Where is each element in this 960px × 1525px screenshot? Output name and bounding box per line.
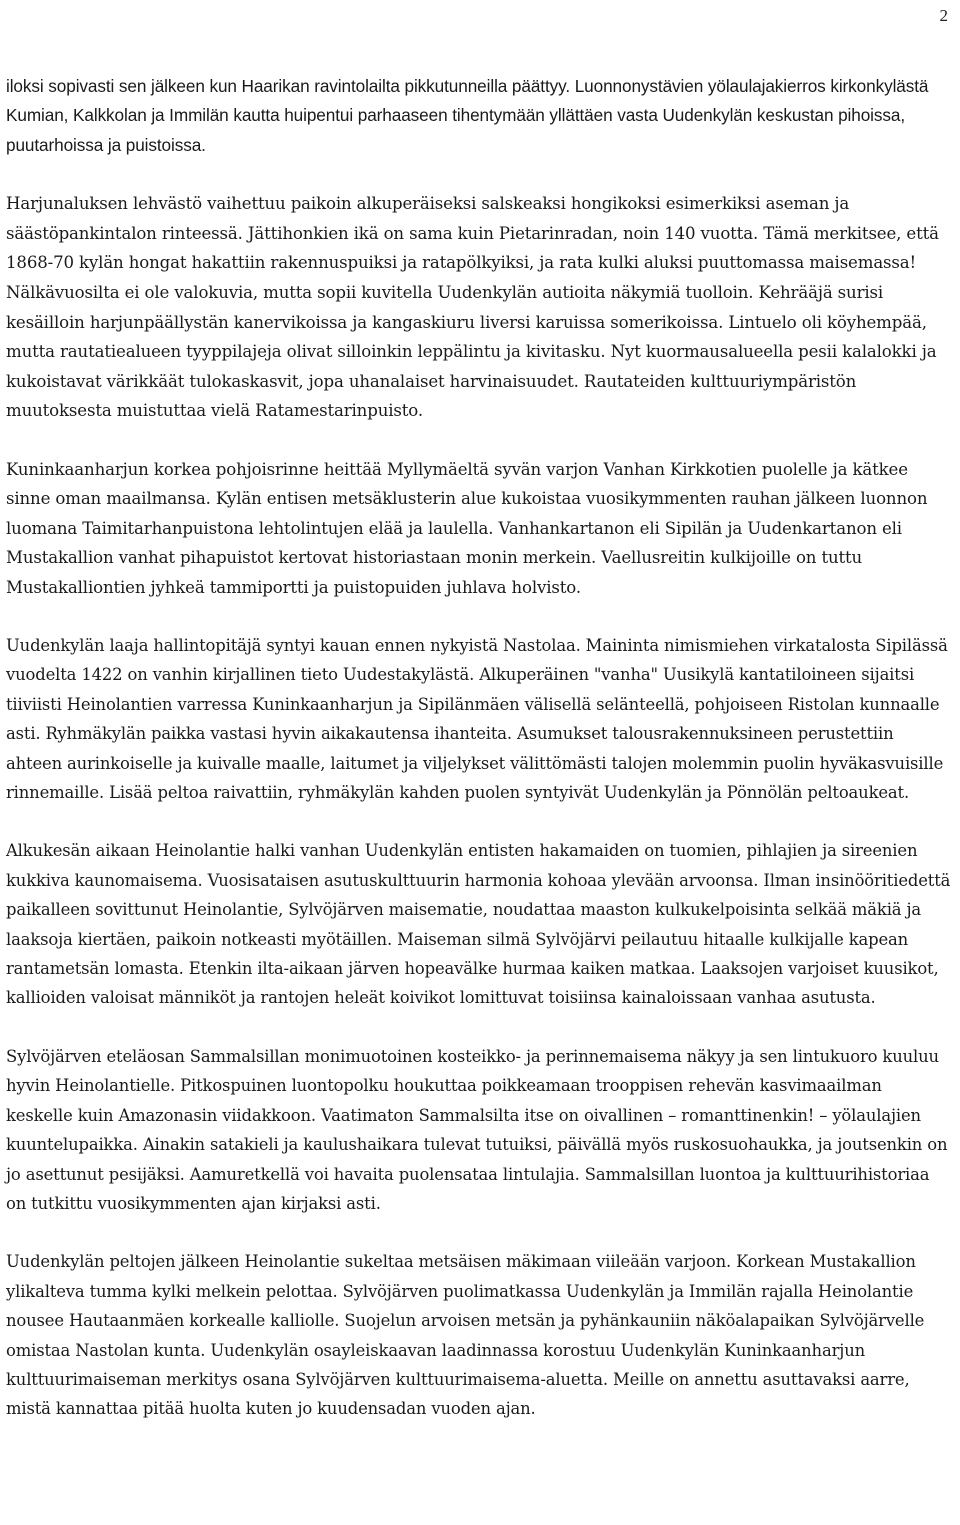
paragraph-4: Uudenkylän laaja hallintopitäjä syntyi kauan ennen nykyistä Nastolaa. Maininta nimismiehen virkatalosta Sipilässä vuodelta 1422 on vanhin kirjallinen tieto Uudestakylästä. Alkuperäinen "vanha" Uusikylä kantatiloineen sijaitsi tiiviisti Heinolantien varressa Kuninkaanharjun ja Sipilänmäen välisellä selänteellä, pohjoiseen Ristolan kunnaalle asti. Ryhmäkylän paikka vastasi hyvin aikakautensa ihanteita. Asumukset talousrakennuksineen perustettiin ahteen aurinkoiselle ja kuivalle maalle, laitumet ja viljelykset välittömästi talojen molemmin puolin hyväkasvuisille rinnemaille. Lisää peltoa raivattiin, ryhmäkylän kahden puolen syntyivät Uudenkylän ja Pönnölän peltoaukeat.: [6, 636, 948, 803]
paragraph-6: Sylvöjärven eteläosan Sammalsillan monimuotoinen kosteikko- ja perinnemaisema näkyy ja sen lintukuoro kuuluu hyvin Heinolantielle. Pitkospuinen luontopolku houkuttaa poikkeamaan trooppisen rehevän kasvimaailman keskelle kuin Amazonasin viidakkoon. Vaatimaton Sammalsilta itse on oivallinen – romanttinenkin! – yölaulajien kuuntelupaikka. Ainakin satakieli ja kaulushaikara tulevat tutuiksi, päivällä myös ruskosuohaukka, ja joutsenkin on jo asettunut pesijäksi. Aamuretkellä voi havaita puolensataa lintulajia. Sammalsillan luontoa ja kulttuurihistoriaa on tutkittu vuosikymmenten ajan kirjaksi asti.: [6, 1046, 948, 1213]
paragraph-5: Alkukesän aikaan Heinolantie halki vanhan Uudenkylän entisten hakamaiden on tuomien, pihlajien ja sireenien kukkiva kaunomaisema. Vuosisataisen asutuskulttuurin harmonia kohoaa ylevään arvoonsa. Ilman insinööritiedettä paikalleen sovittunut Heinolantie, Sylvöjärven maisematie, noudattaa maaston kulkukelpoisinta selkää mäkiä ja laaksoja kiertäen, paikoin notkeasti myötäillen. Maiseman silmä Sylvöjärvi peilautuu hitaalle kulkijalle kapean rantametsän lomasta. Etenkin ilta-aikaan järven hopeavälke hurmaa kaiken matkaa. Laaksojen varjoiset kuusikot, kallioiden valoisat männiköt ja rantojen heleät koivikot lomittuvat toisiinsa kainaloissaan vanhaa asutusta.: [6, 841, 951, 1008]
paragraph-2: Harjunaluksen lehvästö vaihettuu paikoin alkuperäiseksi salskeaksi hongikoksi esimerkiksi aseman ja säästöpankintalon rinteessä. Jättihonkien ikä on sama kuin Pietarinradan, noin 140 vuotta. Tämä merkitsee, että 1868-70 kylän hongat hakattiin rakennuspuiksi ja ratapölkyiksi, ja rata kulki aluksi puuttomassa maisemassa! Nälkävuosilta ei ole valokuvia, mutta sopii kuvitella Uudenkylän autioita näkymiä tuolloin. Kehrääjä surisi kesäilloin harjunpäällystän kanervikoissa ja kangaskiuru liversi karuissa somerikoissa. Lintuelo oli köyhempää, mutta rautatiealueen tyyppilajeja olivat silloinkin leppälintu ja kivitasku. Nyt kuormausalueella pesii kalalokki ja kukoistavat värikkäät tulokaskasvit, jopa uhanalaiset harvinaisuudet. Rautateiden kulttuuriympäristön muutoksesta muistuttaa vielä Ratamestarinpuisto.: [6, 194, 939, 421]
paragraph-1: iloksi sopivasti sen jälkeen kun Haarikan ravintolailta pikkutunneilla päättyy. Luonnonystävien yölaulajakierros kirkonkylästä Kumian, Kalkkolan ja Immilän kautta huipentui parhaaseen tihentymään yllättäen vasta Uudenkylän keskustan pihoissa, puutarhoissa ja puistoissa.: [6, 76, 929, 155]
paragraph-3: Kuninkaanharjun korkea pohjoisrinne heittää Myllymäeltä syvän varjon Vanhan Kirkkotien puolelle ja kätkee sinne oman maailmansa. Kylän entisen metsäklusterin alue kukoistaa vuosikymmenten rauhan jälkeen luonnon luomana Taimitarhanpuistona lehtolintujen elää ja laulella. Vanhankartanon eli Sipilän ja Uudenkartanon eli Mustakallion vanhat pihapuistot kertovat historiastaan monin merkein. Vaellusreitin kulkijoille on tuttu Mustakalliontien jyhkeä tammiportti ja puistopuiden juhlava holvisto.: [6, 459, 928, 597]
paragraph-7: Uudenkylän peltojen jälkeen Heinolantie sukeltaa metsäisen mäkimaan viileään varjoon. Korkean Mustakallion ylikalteva tumma kylki melkein pelottaa. Sylvöjärven puolimatkassa Uudenkylän ja Immilän rajalla Heinolantie nousee Hautaanmäen korkealle kalliolle. Suojelun arvoisen metsän ja pyhänkauniin näköalapaikan Sylvöjärvelle omistaa Nastolan kunta. Uudenkylän osayleiskaavan laadinnassa korostuu Uudenkylän Kuninkaanharjun kulttuurimaiseman merkitys osana Sylvöjärven kulttuurimaisema-aluetta. Meille on annettu asuttavaksi aarre, mistä kannattaa pitää huolta kuten jo kuudensadan vuoden ajan.: [6, 1252, 925, 1419]
page-number: 2: [939, 6, 948, 25]
